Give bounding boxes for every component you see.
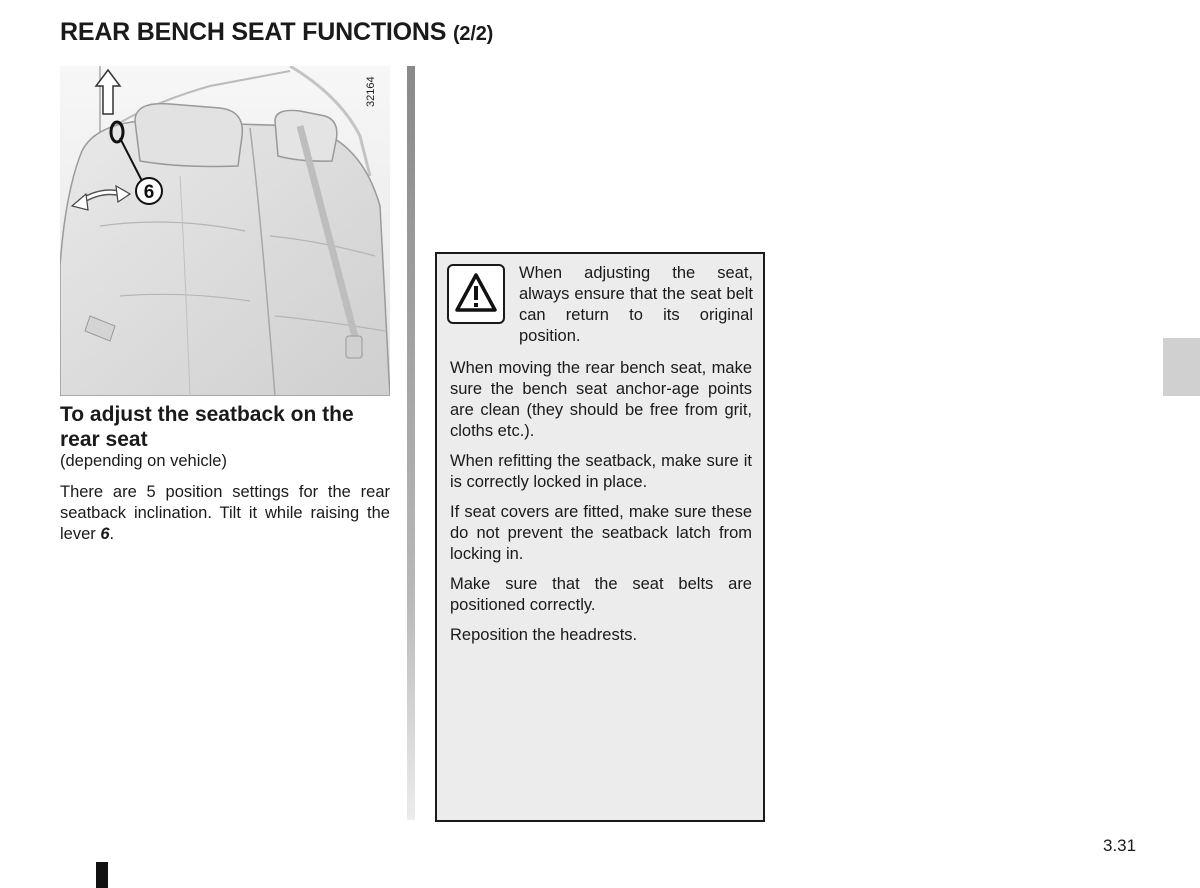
page-number: 3.31 bbox=[1103, 836, 1137, 855]
section-note: (depending on vehicle) bbox=[60, 452, 227, 470]
warning-box bbox=[435, 252, 765, 822]
chapter-thumb-tab bbox=[1163, 338, 1200, 396]
seat-illustration bbox=[60, 66, 390, 396]
callout-label: 6 bbox=[143, 182, 155, 203]
title-text: REAR BENCH SEAT FUNCTIONS bbox=[60, 18, 447, 46]
rear-seat-drawing bbox=[60, 66, 390, 396]
corner-mark bbox=[96, 862, 108, 888]
warning-paragraph: When moving the rear bench seat, make sure the bench seat anchor-age points are clean (they should be free from grit, cloths etc.). bbox=[450, 359, 752, 440]
title-part: (2/2) bbox=[452, 23, 494, 45]
warning-paragraph: If seat covers are fitted, make sure these do not prevent the seatback latch from locking in. bbox=[450, 503, 752, 563]
page-title bbox=[60, 18, 493, 47]
body-text-end: . bbox=[109, 525, 115, 543]
warning-paragraph: Reposition the headrests. bbox=[450, 626, 638, 644]
warning-paragraph: Make sure that the seat belts are positioned correctly. bbox=[450, 575, 752, 614]
warning-lead-text: When adjusting the seat, always ensure that the seat belt can return to its original position. bbox=[519, 264, 753, 345]
section-heading: To adjust the seatback on the rear seat bbox=[60, 403, 354, 451]
section-body bbox=[60, 482, 390, 545]
body-text-start: There are 5 position settings for the rear seatback inclination. Tilt it while raising the lever bbox=[60, 483, 390, 543]
warning-paragraph: When refitting the seatback, make sure it is correctly locked in place. bbox=[450, 452, 752, 491]
warning-paragraphs bbox=[450, 358, 752, 655]
lever-reference: 6 bbox=[100, 525, 110, 543]
column-divider bbox=[407, 66, 415, 820]
warning-triangle-icon bbox=[447, 264, 505, 324]
figure-code: 32164 bbox=[365, 76, 377, 108]
